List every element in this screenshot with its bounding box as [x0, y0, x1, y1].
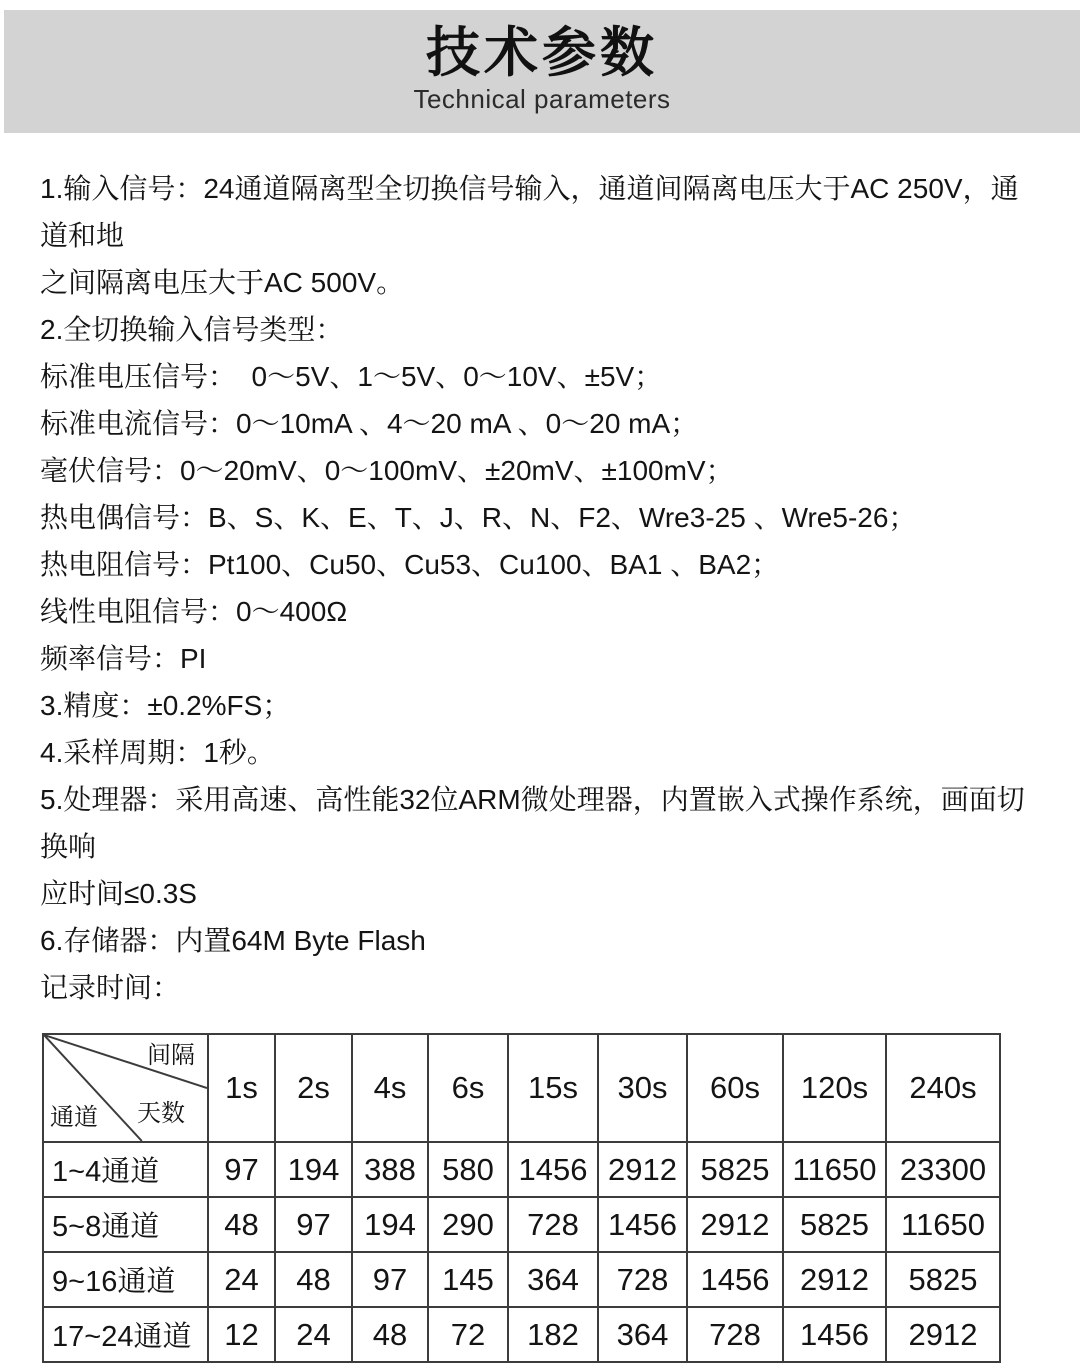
cell: 24: [208, 1252, 275, 1307]
cell: 2912: [598, 1142, 687, 1197]
cell: 2912: [886, 1307, 1000, 1362]
row-label: 5~8通道: [43, 1197, 208, 1252]
cell: 97: [208, 1142, 275, 1197]
cell: 97: [275, 1197, 352, 1252]
spec-line-processor-cont: 应时间≤0.3S: [40, 878, 197, 909]
col-header-1s: 1s: [208, 1034, 275, 1142]
spec-line-record-time: 记录时间：: [40, 972, 181, 1003]
table-row: [43, 1197, 1000, 1252]
table-row: [43, 1252, 1000, 1307]
table-row: [43, 1142, 1000, 1197]
spec-line-current-signal: 标准电流信号：0～10mA 、4～20 mA 、0～20 mA；: [40, 408, 699, 439]
col-header-4s: 4s: [352, 1034, 428, 1142]
spec-line-input-signal: 1.输入信号：24通道隔离型全切换信号输入，通道间隔离电压大于AC 250V，通道和地: [40, 173, 1019, 251]
spec-line-millivolt-signal: 毫伏信号：0～20mV、0～100mV、±20mV、±100mV；: [40, 455, 734, 486]
cell: 1456: [598, 1197, 687, 1252]
corner-label-channel: 通道: [50, 1104, 98, 1131]
cell: 12: [208, 1307, 275, 1362]
spec-line-input-signal-cont: 之间隔离电压大于AC 500V。: [40, 267, 405, 298]
cell: 11650: [886, 1197, 1000, 1252]
cell: 72: [428, 1307, 508, 1362]
spec-line-sampling-period: 4.采样周期：1秒。: [40, 737, 275, 768]
cell: 2912: [783, 1252, 886, 1307]
table-header-row: [43, 1034, 1000, 1142]
cell: 48: [208, 1197, 275, 1252]
cell: 5825: [783, 1197, 886, 1252]
cell: 1456: [783, 1307, 886, 1362]
spec-line-memory: 6.存储器：内置64M Byte Flash: [40, 925, 426, 956]
spec-line-linear-resistance: 线性电阻信号：0～400Ω: [40, 596, 348, 627]
cell: 24: [275, 1307, 352, 1362]
row-label: 1~4通道: [43, 1142, 208, 1197]
cell: 728: [687, 1307, 783, 1362]
cell: 388: [352, 1142, 428, 1197]
col-header-30s: 30s: [598, 1034, 687, 1142]
header-banner: [4, 10, 1080, 133]
cell: 364: [598, 1307, 687, 1362]
cell: 23300: [886, 1142, 1000, 1197]
cell: 194: [352, 1197, 428, 1252]
cell: 48: [352, 1307, 428, 1362]
spec-line-frequency-signal: 频率信号：PI: [40, 643, 207, 674]
col-header-120s: 120s: [783, 1034, 886, 1142]
page-title: 技术参数: [426, 23, 658, 83]
cell: 145: [428, 1252, 508, 1307]
cell: 97: [352, 1252, 428, 1307]
page: [0, 10, 1080, 1363]
row-label: 17~24通道: [43, 1307, 208, 1362]
table-row: [43, 1307, 1000, 1362]
cell: 194: [275, 1142, 352, 1197]
cell: 182: [508, 1307, 598, 1362]
cell: 1456: [508, 1142, 598, 1197]
record-time-table: [42, 1033, 1001, 1363]
spec-line-accuracy: 3.精度：±0.2%FS；: [40, 690, 291, 721]
cell: 11650: [783, 1142, 886, 1197]
cell: 5825: [886, 1252, 1000, 1307]
col-header-2s: 2s: [275, 1034, 352, 1142]
cell: 728: [598, 1252, 687, 1307]
col-header-240s: 240s: [886, 1034, 1000, 1142]
table-corner-cell: [43, 1034, 208, 1142]
corner-label-interval: 间隔: [147, 1042, 195, 1069]
cell: 2912: [687, 1197, 783, 1252]
spec-line-thermocouple-signal: 热电偶信号：B、S、K、E、T、J、R、N、F2、Wre3-25 、Wre5-26；: [40, 502, 917, 533]
col-header-6s: 6s: [428, 1034, 508, 1142]
row-label: 9~16通道: [43, 1252, 208, 1307]
cell: 290: [428, 1197, 508, 1252]
corner-label-days: 天数: [137, 1100, 185, 1127]
cell: 1456: [687, 1252, 783, 1307]
col-header-15s: 15s: [508, 1034, 598, 1142]
page-subtitle: Technical parameters: [413, 84, 671, 114]
col-header-60s: 60s: [687, 1034, 783, 1142]
cell: 728: [508, 1197, 598, 1252]
spec-line-voltage-signal: 标准电压信号： 0～5V、1～5V、0～10V、±5V；: [40, 361, 663, 392]
spec-line-signal-types: 2.全切换输入信号类型：: [40, 314, 344, 345]
spec-list: [0, 165, 1080, 1011]
spec-line-rtd-signal: 热电阻信号：Pt100、Cu50、Cu53、Cu100、BA1 、BA2；: [40, 549, 780, 580]
cell: 5825: [687, 1142, 783, 1197]
spec-line-processor: 5.处理器：采用高速、高性能32位ARM微处理器，内置嵌入式操作系统，画面切换响: [40, 784, 1025, 862]
cell: 48: [275, 1252, 352, 1307]
cell: 364: [508, 1252, 598, 1307]
cell: 580: [428, 1142, 508, 1197]
